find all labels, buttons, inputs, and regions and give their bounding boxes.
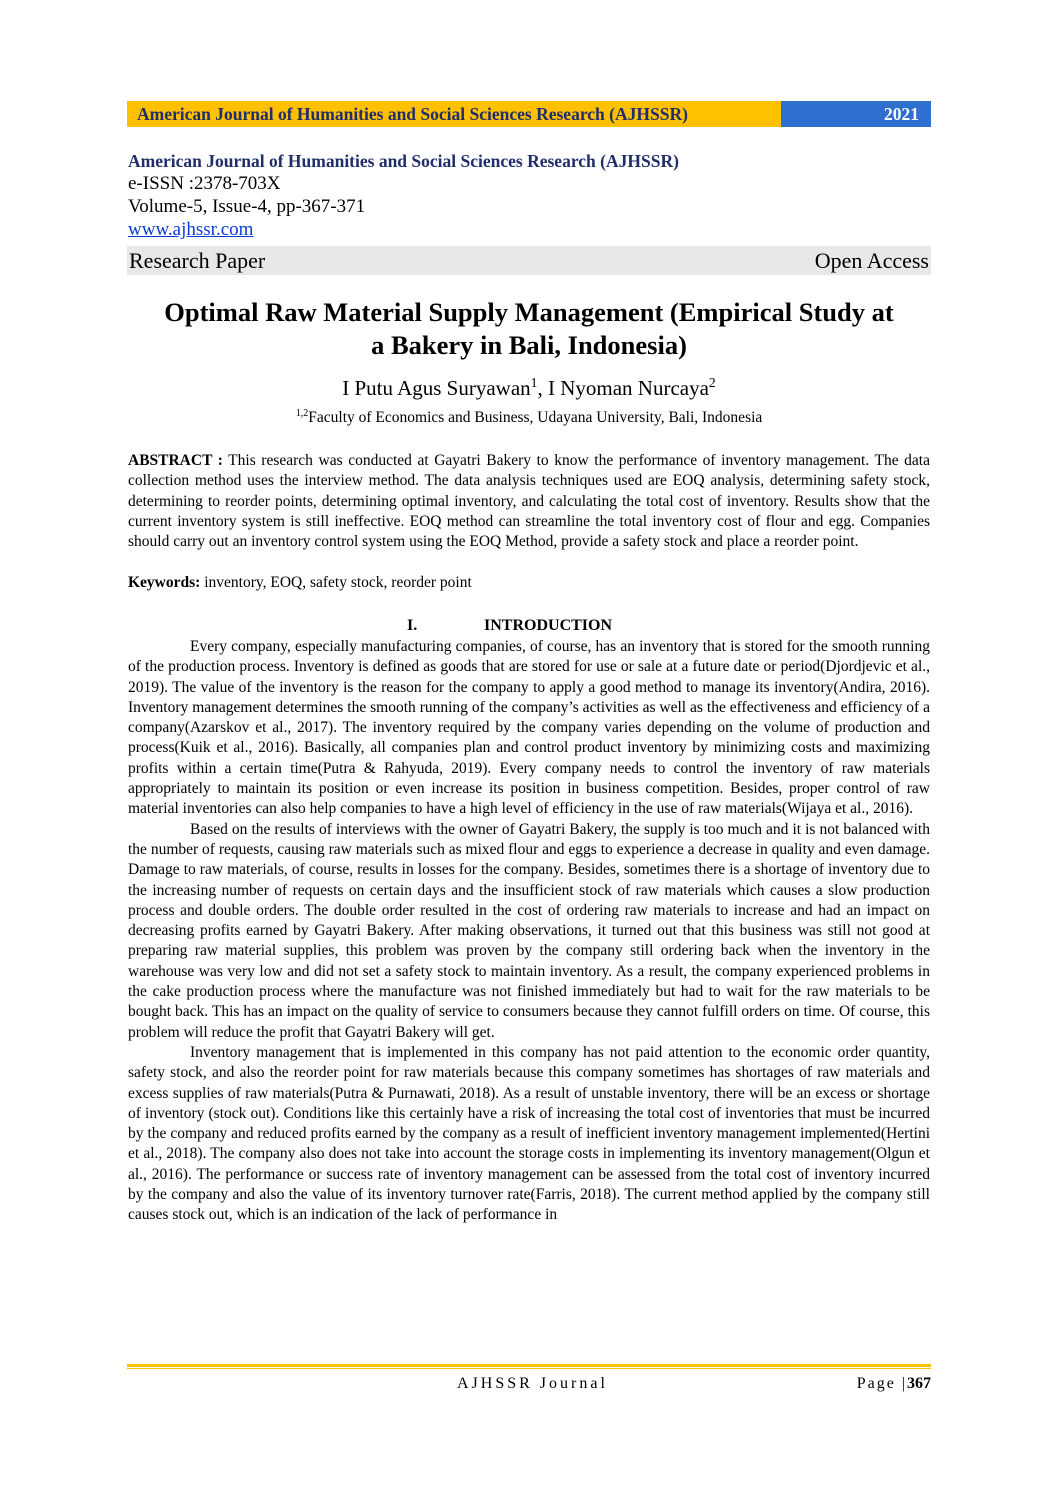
author-separator: , (537, 376, 548, 400)
journal-website-link[interactable]: www.ajhssr.com (128, 219, 254, 240)
paragraph: Every company, especially manufacturing companies, of course, has an inventory that is stored for the smooth running of the production process. Inventory is defined as goods that are stored for use or sale at a future date or period(Djordjevic et al., 2019). The value of the inventory is the reason for the company to apply a good method to manage its inventory(Andira, 2016). Inventory management determines the smooth running of the company’s activities as well as the effectiveness and efficiency of a company(Azarskov et al., 2017). The inventory required by the company varies depending on the volume of production and process(Kuik et al., 2016). Basically, all companies plan and control product inventory by minimizing costs and maximizing profits within a certain time(Putra & Rahyuda, 2019). Every company needs to control the inventory of raw materials appropriately to maintain its position or even increase its position in business competition. Besides, proper control of raw material inventories can also help companies to have a high level of efficiency in the use of raw materials(Wijaya et al., 2016). (128, 638, 930, 818)
running-header (127, 101, 931, 127)
author-2: I Nyoman Nurcaya (547, 376, 709, 400)
running-header-year: 2021 (781, 101, 931, 127)
affiliation-text: Faculty of Economics and Business, Udayana University, Bali, Indonesia (308, 409, 763, 426)
affiliation-mark: 1,2 (295, 407, 309, 419)
paragraph: Based on the results of interviews with the owner of Gayatri Bakery, the supply is too much and it is not balanced with the number of requests, causing raw materials such as mixed flour and eggs to experience a decrease in quality and even damage. Damage to raw materials, of course, results in losses for the company. Besides, sometimes there is a shortage of inventory due to the increasing number of requests on certain days and the insufficient stock of raw materials which causes a slow production process and double orders. The double order resulted in the cost of ordering raw materials to increase and had an impact on decreasing profits earned by Gayatri Bakery. After making observations, it turned out that this business was still not good at preparing raw material supplies, this problem was proven by the company still ordering back when the inventory in the warehouse was very low and did not set a safety stock to maintain inventory. As a result, the company experienced problems in the cake production process where the manufacture was not finished immediately but had to wait for the raw materials to be bought back. This has an impact on the quality of service to consumers because they cannot fulfill orders on time. Of course, this problem will reduce the profit that Gayatri Bakery will get. (128, 820, 930, 1041)
footer-rule-thin (127, 1368, 931, 1369)
abstract-label: ABSTRACT : (128, 452, 223, 469)
section-title: INTRODUCTION (484, 617, 613, 634)
affiliation (100, 408, 958, 428)
footer-page (857, 1374, 931, 1394)
author-1-affil-mark: 1 (530, 375, 538, 390)
author-1: I Putu Agus Suryawan (342, 376, 531, 400)
abstract (128, 451, 930, 552)
author-2-affil-mark: 2 (708, 375, 716, 390)
journal-issn: e-ISSN :2378-703X (128, 173, 281, 194)
journal-info (128, 150, 930, 241)
paper-title-line-1: Optimal Raw Material Supply Management (Empirical Study at (164, 297, 894, 327)
journal-volume: Volume-5, Issue-4, pp-367-371 (128, 196, 366, 217)
authors (100, 376, 958, 400)
journal-name: American Journal of Humanities and Social Sciences Research (AJHSSR) (128, 151, 679, 171)
keywords (128, 573, 930, 593)
footer-rule (127, 1364, 931, 1367)
footer-page-label: Page | (856, 1375, 907, 1392)
paper-title (100, 296, 958, 362)
paragraph: Inventory management that is implemented in this company has not paid attention to the economic order quantity, safety stock, and also the reorder point for raw materials because this company sometimes has shortages of raw materials and excess supplies of raw materials(Putra & Purnawati, 2018). As a result of unstable inventory, there will be an excess or shortage of inventory (stock out). Conditions like this certainly have a risk of increasing the total cost of inventories that must be incurred by the company and reduced profits earned by the company as a result of inefficient inventory management implemented(Hertini et al., 2018). The company also does not take into account the storage costs in implementing its inventory management(Olgun et al., 2016). The performance or success rate of inventory management can be assessed from the total cost of inventory incurred by the company and also the value of its inventory turnover rate(Farris, 2018). The current method applied by the company still causes stock out, which is an indication of the lack of performance in (128, 1043, 930, 1224)
running-header-journal: American Journal of Humanities and Social Sciences Research (AJHSSR) (127, 101, 781, 127)
section-number: I. (407, 617, 418, 634)
introduction-body (128, 637, 930, 1226)
paper-type-bar (127, 246, 931, 275)
access-label: Open Access (814, 247, 929, 273)
abstract-text: This research was conducted at Gayatri Bakery to know the performance of inventory management. The data collection method uses the interview method. The data analysis techniques used are EOQ analysis, determining safety stock, determining to reorder points, determining optimal inventory, and calculating the total cost of inventory. Results show that the current inventory system is still ineffective. EOQ method can streamline the total inventory cost of flour and egg. Companies should carry out an inventory control system using the EOQ Method, provide a safety stock and place a reorder point. (128, 452, 930, 551)
footer-journal: AJHSSR Journal (457, 1375, 608, 1392)
footer-page-number: 367 (907, 1375, 931, 1392)
paper-title-line-2: a Bakery in Bali, Indonesia) (371, 330, 687, 360)
keywords-label: Keywords: (128, 574, 201, 591)
paper-type-label: Research Paper (129, 247, 266, 273)
keywords-text: inventory, EOQ, safety stock, reorder point (200, 574, 472, 591)
